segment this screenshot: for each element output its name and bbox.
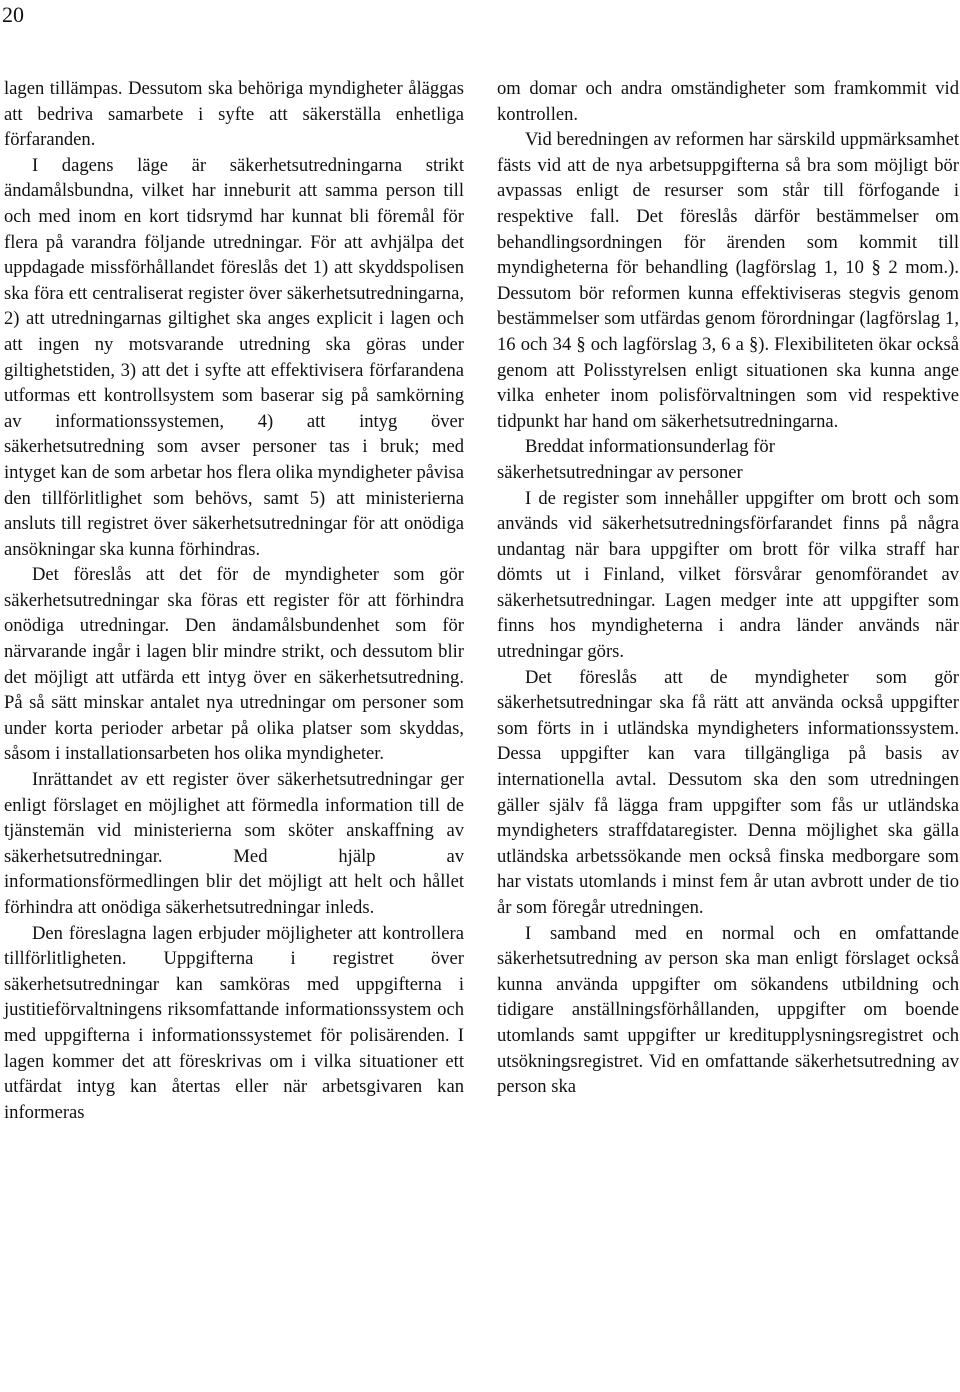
body-paragraph: om domar och andra omständigheter som framkommit vid kontrollen.: [497, 78, 959, 125]
body-paragraph: lagen tillämpas. Dessutom ska behöriga myndigheter åläggas att bedriva samarbete i syfte att säkerställa enhetliga förfaranden.: [4, 78, 464, 151]
body-paragraph: Den föreslagna lagen erbjuder möjligheter att kontrollera tillförlitligheten. Uppgifterna i registret över säkerhetsutredningar kan samköras med uppgifterna i justitieförvaltningens riksomfattande informationssystem och med uppgifterna i informationssystemet för polisärenden. I lagen kommer det att föreskrivas om i vilka situationer ett utfärdat intyg kan återtas eller när arbetsgivaren kan informeras: [4, 922, 464, 1123]
body-paragraph: I dagens läge är säkerhetsutredningarna strikt ändamålsbundna, vilket har inneburit att samma person till och med inom en kort tidsrymd har kunnat bli föremål för flera på varandra följande utredningar. För att avhjälpa det uppdagade missförhållandet föreslås det 1) att skyddspolisen ska föra ett centraliserat register över säkerhetsutredningarna, 2) att utredningarnas giltighet ska anges explicit i lagen och att ingen ny motsvarande utredning ska göras under giltighetstiden, 3) att det i syfte att effektivisera förfarandena utformas ett kontrollsystem som baserar sig på samkörning av informationssystemen, 4) att intyg över säkerhetsutredning som avser personer tas i bruk; med intyget kan de som arbetar hos flera olika myndigheter påvisa den tillförlitlighet som behövs, samt 5) att ministerierna ansluts till registret över säkerhetsutredningar för att onödiga ansökningar ska kunna förhindras.: [4, 154, 464, 560]
body-paragraph: Inrättandet av ett register över säkerhetsutredningar ger enligt förslaget en möjlighet att förmedla information till de tjänstemän vid ministerierna som sköter anskaffning av säkerhetsutredningar. Med hjälp av informationsförmedlingen blir det möjligt att helt och hållet förhindra att onödiga säkerhetsutredningar inleds.: [4, 769, 464, 918]
body-paragraph: Det föreslås att det för de myndigheter som gör säkerhetsutredningar ska föras ett register för att förhindra onödiga utredningar. Den ändamålsbundenhet som för närvarande ingår i lagen blir mindre strikt, och dessutom blir det möjligt att utfärda ett intyg över en säkerhetsutredning. På så sätt minskar antalet nya utredningar om personer som under korta perioder arbetar på olika platser som skyddas, såsom i installationsarbeten hos olika myndigheter.: [4, 564, 464, 765]
body-paragraph: I de register som innehåller uppgifter om brott och som används vid säkerhetsutredningsförfarandet finns på några undantag när bara uppgifter om brott för vilka straff har dömts ut i Finland, vilket försvårar genomförandet av säkerhetsutredningar. Lagen medger inte att uppgifter som finns hos myndigheterna i andra länder används när utredningar görs.: [497, 487, 959, 663]
body-paragraph: Det föreslås att de myndigheter som gör säkerhetsutredningar ska få rätt att använda också uppgifter som förts in i utländska myndigheters informationssystem. Dessa uppgifter kan vara tillgängliga på basis av internationella avtal. Dessutom ska den som utredningen gäller själv få lägga fram uppgifter som fås ur utländska myndigheters straffdataregister. Denna möjlighet ska gälla utländska arbetssökande men också finska medborgare som har vistats utomlands i minst fem år utan avbrott under de tio år som föregår utredningen.: [497, 666, 959, 918]
left-column: [4, 76, 464, 1125]
section-heading: Breddat informationsunderlag för säkerhetsutredningar av personer: [497, 436, 775, 483]
body-paragraph: Vid beredningen av reformen har särskild uppmärksamhet fästs vid att de nya arbetsuppgifterna så bra som möjligt bör avpassas enligt de resurser som står till förfogande i respektive fall. Det föreslås därför bestämmelser om behandlingsordningen för ärenden som kommit till myndigheterna för behandling (lagförslag 1, 10 § 2 mom.). Dessutom bör reformen kunna effektiviseras stegvis genom bestämmelser som utfärdas genom förordningar (lagförslag 1, 16 och 34 § och lagförslag 3, 6 a §). Flexibiliteten ökar också genom att Polisstyrelsen enligt situationen ska kunna ange vilka enheter inom polisförvaltningen som vid respektive tidpunkt har hand om säkerhetsutredningarna.: [497, 129, 959, 432]
body-paragraph: I samband med en normal och en omfattande säkerhetsutredning av person ska man enligt förslaget också kunna använda uppgifter om sökandens utbildning och tidigare anställningsförhållanden, uppgifter om boende utomlands samt uppgifter ur kreditupplysningsregistret och utsökningsregistret. Vid en omfattande säkerhetsutredning av person ska: [497, 922, 959, 1098]
right-column: [497, 76, 959, 1100]
page-number: 20: [2, 2, 24, 27]
